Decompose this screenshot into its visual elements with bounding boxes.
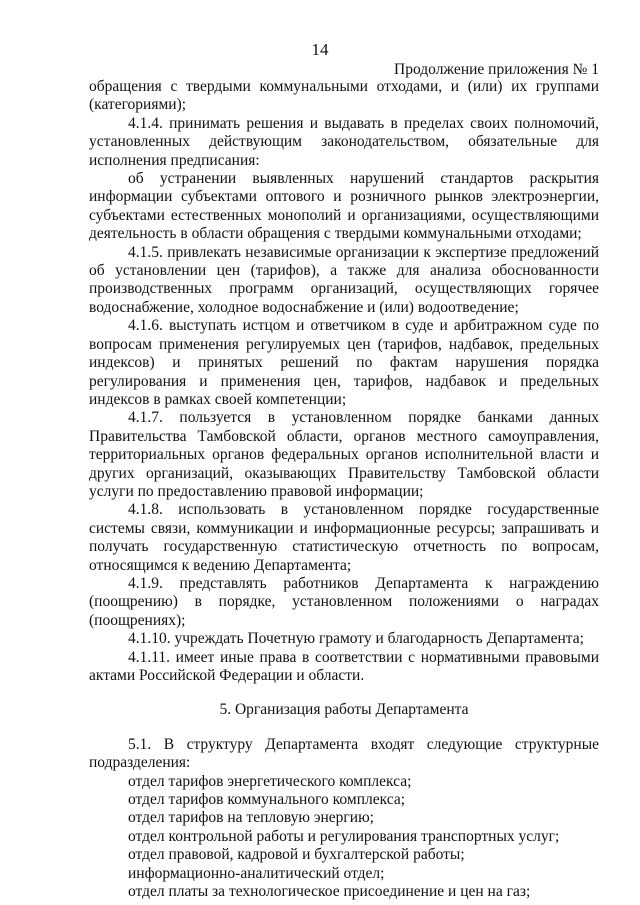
list-item: отдел тарифов коммунального комплекса; (128, 791, 406, 809)
list-item: отдел тарифов на тепловую энергию; (128, 809, 374, 827)
department-list (89, 773, 599, 902)
paragraph-continuation: обращения с твердыми коммунальными отходами, и (или) их группами (категориями); (89, 78, 599, 114)
list-item: отдел тарифов энергетического комплекса; (128, 772, 412, 790)
paragraph-5-1: 5.1. В структуру Департамента входят следующие структурные подразделения: (89, 735, 599, 772)
appendix-header: Продолжение приложения № 1 (394, 61, 599, 78)
paragraph-4-1-10: 4.1.10. учреждать Почетную грамоту и благодарность Департамента; (128, 630, 584, 648)
section-heading: 5. Организация работы Департамента (219, 701, 469, 719)
paragraph-4-1-8: 4.1.8. использовать в установленном порядке государственные системы связи, коммуникации и информационные ресурсы; запрашивать и получать государственную статистическую отчетность по вопросам, относящимся к ведению Департамента; (89, 501, 599, 574)
paragraph-4-1-11: 4.1.11. имеет иные права в соответствии с нормативными правовыми актами Российской Федерации и области. (89, 648, 599, 684)
list-item: отдел платы за технологическое присоединение и цен на газ; (128, 883, 531, 901)
page-number: 14 (311, 40, 329, 59)
list-item: отдел правовой, кадровой и бухгалтерской работы; (128, 846, 465, 864)
paragraph-4-1-6: 4.1.6. выступать истцом и ответчиком в суде и арбитражном суде по вопросам применения регулируемых цен (тарифов, надбавок, предельных индексов) и принятых решений по фактам нарушения порядка регулирования и применения цен, тарифов, надбавок и предельных индексов в рамках своей компетенции; (89, 317, 599, 408)
paragraph-4-1-5: 4.1.5. привлекать независимые организации к экспертизе предложений об установлении цен (тарифов), а также для анализа обоснованности производственных программ организаций, осуществляющих горячее водоснабжение, холодное водоснабжение и (или) водоотведение; (89, 243, 599, 316)
paragraph-disclosure-violations: об устранении выявленных нарушений стандартов раскрытия информации субъектами оптового и розничного рынков электроэнергии, субъектами естественных монополий и организациями, осуществляющими деятельность в области обращения с твердыми коммунальными отходами; (89, 170, 599, 243)
paragraph-4-1-9: 4.1.9. представлять работников Департамента к награждению (поощрению) в порядке, установленном положениями о наградах (поощрениях); (89, 574, 599, 629)
paragraph-4-1-4: 4.1.4. принимать решения и выдавать в пределах своих полномочий, установленных действующим законодательством, обязательные для исполнения предписания: (89, 114, 599, 169)
paragraph-4-1-7: 4.1.7. пользуется в установленном порядке банками данных Правительства Тамбовской области, органов местного самоуправления, территориальных органов федеральных органов исполнительной власти и других организаций, оказывающих Правительству Тамбовской области услуги по предоставлению правовой информации; (89, 409, 599, 500)
list-item: информационно-аналитический отдел; (128, 864, 385, 882)
list-item: отдел контрольной работы и регулирования транспортных услуг; (128, 827, 560, 845)
document-body (89, 78, 599, 901)
